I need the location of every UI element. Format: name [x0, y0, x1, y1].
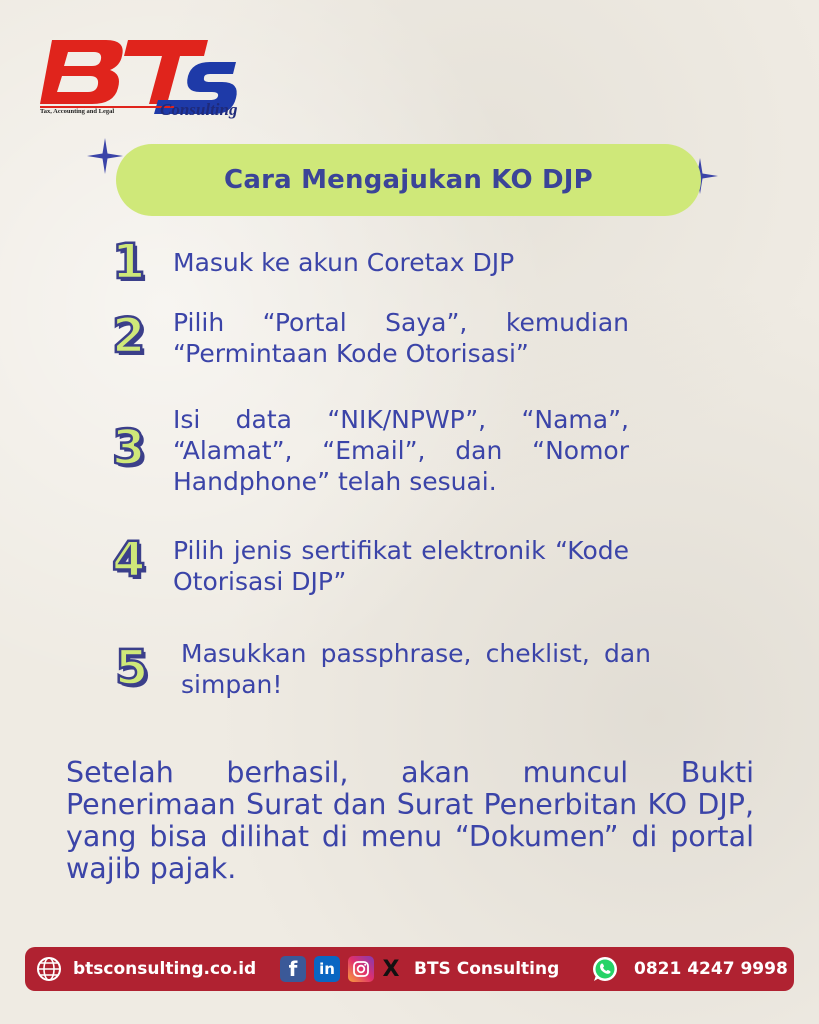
social-links	[280, 947, 559, 991]
title-banner	[116, 144, 701, 216]
step-number: 2	[112, 308, 146, 364]
step-number: 5	[115, 640, 149, 696]
instagram-icon[interactable]	[348, 956, 374, 982]
page-title: Cara Mengajukan KO DJP	[224, 165, 593, 195]
step-text: Masukkan passphrase, cheklist, dan simpan!	[181, 639, 651, 699]
social-name: BTS Consulting	[414, 959, 560, 979]
x-icon[interactable]: X	[382, 956, 400, 982]
step-text: Pilih “Portal Saya”, kemudian “Permintaan Kode Otorisasi”	[173, 308, 629, 368]
step-number: 3	[112, 420, 146, 476]
logo-tagline: Tax, Accounting and Legal	[40, 108, 115, 115]
facebook-icon[interactable]: f	[280, 956, 306, 982]
step-number: 4	[112, 532, 146, 588]
phone-text: 0821 4247 9998	[634, 959, 788, 979]
step-text: Masuk ke akun Coretax DJP	[173, 248, 515, 277]
step-text: Pilih jenis sertifikat elektronik “Kode Otorisasi DJP”	[173, 536, 629, 596]
linkedin-icon[interactable]: in	[314, 956, 340, 982]
step-number: 1	[112, 234, 146, 290]
step-text: Isi data “NIK/NPWP”, “Nama”, “Alamat”, “Email”, dan “Nomor Handphone” telah sesuai.	[173, 405, 629, 496]
logo-subtitle: Consulting	[160, 100, 238, 119]
phone-link[interactable]	[590, 947, 788, 991]
whatsapp-icon	[590, 954, 620, 984]
website-link[interactable]	[35, 947, 256, 991]
website-text: btsconsulting.co.id	[73, 959, 257, 979]
closing-note: Setelah berhasil, akan muncul Bukti Penerimaan Surat dan Surat Penerbitan KO DJP, yang bisa dilihat di menu “Dokumen” di portal wajib pajak.	[66, 756, 754, 885]
globe-icon	[35, 955, 63, 983]
contact-bar	[25, 947, 794, 991]
